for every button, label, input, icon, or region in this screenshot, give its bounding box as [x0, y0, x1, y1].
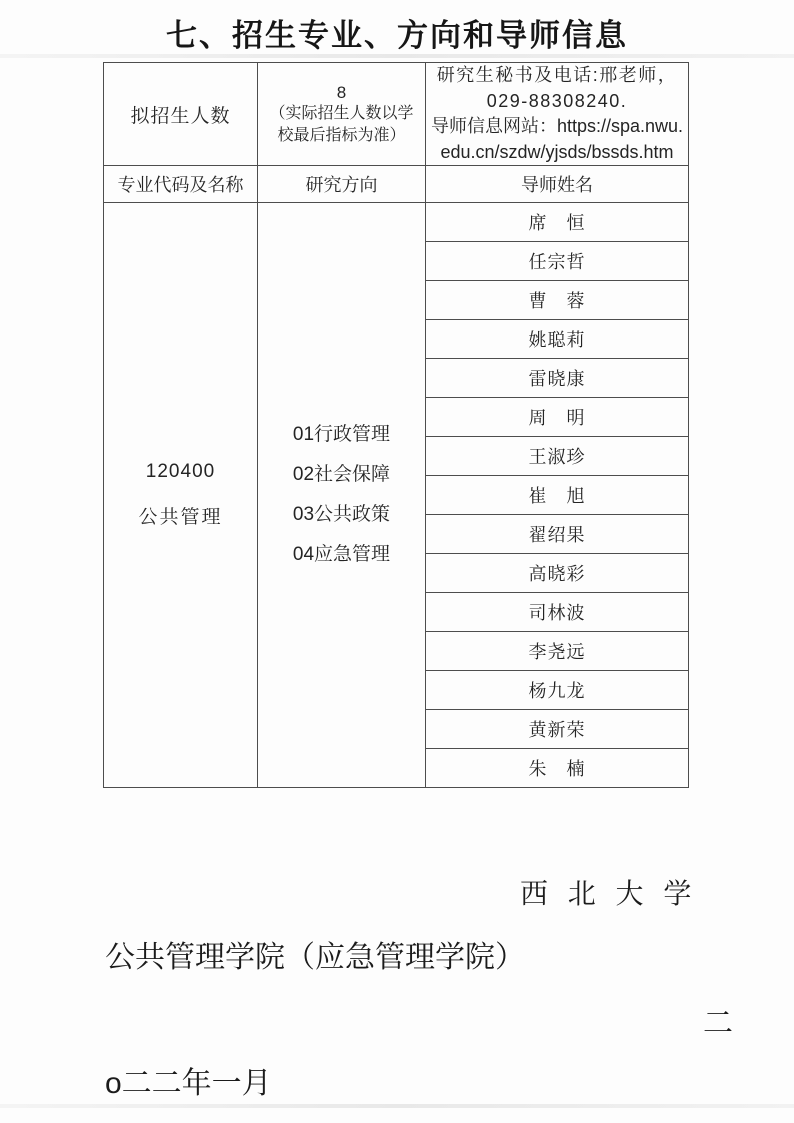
enrollment-count: 8 — [336, 82, 347, 102]
supervisor-name: 翟绍果 — [426, 515, 689, 554]
secretary-info-cell — [426, 63, 689, 166]
signature-date-first-char: 二 — [703, 1007, 733, 1040]
secretary-contact: 研究生秘书及电话:邢老师，029-88308240. — [436, 65, 678, 111]
major-code: 120400 — [145, 461, 216, 483]
supervisor-name: 李尧远 — [426, 632, 689, 671]
column-header-supervisor: 导师姓名 — [426, 166, 689, 203]
supervisor-name: 曹 蓉 — [426, 281, 689, 320]
column-header-direction: 研究方向 — [258, 166, 426, 203]
column-header-major: 专业代码及名称 — [104, 166, 258, 203]
column-header-row — [104, 166, 689, 203]
supervisor-name: 王淑珍 — [426, 437, 689, 476]
scan-artifact-bottom — [0, 1104, 794, 1108]
direction-item: 04应急管理 — [292, 544, 391, 566]
directions-cell — [258, 203, 426, 788]
supervisor-name: 黄新荣 — [426, 710, 689, 749]
enrollment-count-cell — [258, 63, 426, 166]
direction-item: 01行政管理 — [292, 424, 391, 446]
page-title: 七、招生专业、方向和导师信息 — [166, 18, 628, 53]
supervisor-name: 朱 楠 — [426, 749, 689, 788]
supervisor-name: 高晓彩 — [426, 554, 689, 593]
supervisor-name: 杨九龙 — [426, 671, 689, 710]
supervisor-site-label: 导师信息网站： — [430, 116, 557, 137]
supervisor-name: 席 恒 — [426, 203, 689, 242]
planned-enrollment-label-text: 拟招生人数 — [130, 105, 231, 127]
supervisor-name: 崔 旭 — [426, 476, 689, 515]
signature-university: 西 北 大 学 — [520, 878, 698, 909]
supervisor-name: 周 明 — [426, 398, 689, 437]
planned-enrollment-label — [104, 63, 258, 166]
supervisor-site-url: https://spa.nwu.edu.cn/szdw/yjsds/bssds.htm — [440, 116, 684, 162]
supervisor-name: 姚聪莉 — [426, 320, 689, 359]
supervisor-name: 司林波 — [426, 593, 689, 632]
enrollment-row — [104, 63, 689, 166]
signature-date-rest: o二二年一月 — [105, 1067, 272, 1100]
major-cell — [104, 203, 258, 788]
major-name: 公共管理 — [138, 507, 223, 529]
admissions-table — [103, 62, 689, 788]
enrollment-note: （实际招生人数以学校最后指标为准） — [269, 105, 414, 144]
direction-item: 03公共政策 — [292, 504, 391, 526]
signature-school: 公共管理学院（应急管理学院） — [105, 941, 525, 974]
supervisor-site — [426, 114, 688, 165]
direction-item: 02社会保障 — [292, 464, 391, 486]
supervisor-name: 任宗哲 — [426, 242, 689, 281]
table-row — [104, 203, 689, 242]
supervisor-name: 雷晓康 — [426, 359, 689, 398]
